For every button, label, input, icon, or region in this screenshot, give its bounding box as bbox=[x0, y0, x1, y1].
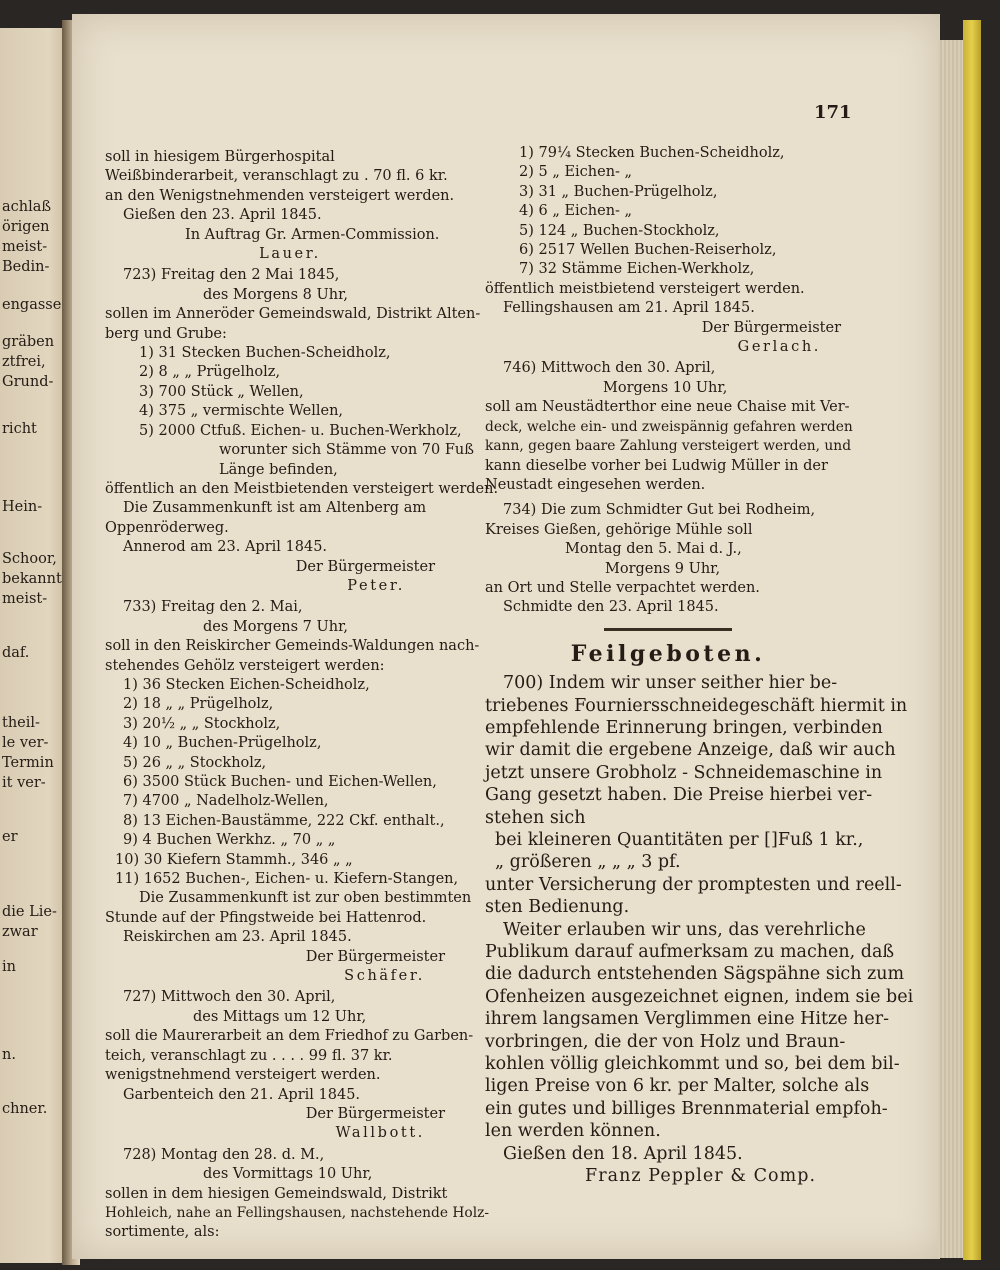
list-item: 5) 26 „ „ Stockholz, bbox=[123, 754, 267, 771]
text-line: Reiskirchen am 23. April 1845. bbox=[123, 929, 352, 946]
text-line: öffentlich an den Meistbietenden versteigert werden. bbox=[105, 480, 499, 497]
list-item: 10) 30 Kiefern Stammh., 346 „ „ bbox=[115, 851, 353, 868]
text-line: len werden können. bbox=[485, 1121, 661, 1142]
text-line: unter Versicherung der promptesten und reell- bbox=[485, 874, 902, 895]
left-fragment: Bedin- bbox=[2, 259, 50, 275]
text-line: ihrem langsamen Verglimmen eine Hitze her- bbox=[485, 1009, 890, 1030]
text-line: Publikum darauf aufmerksam zu machen, daß bbox=[485, 942, 895, 963]
list-item: 3) 700 Stück „ Wellen, bbox=[139, 383, 304, 400]
left-fragment: die Lie- bbox=[2, 904, 57, 920]
text-line: jetzt unsere Grobholz - Schneidemaschine in bbox=[485, 762, 883, 783]
price-line: „ größeren „ „ „ 3 pf. bbox=[495, 852, 681, 873]
notice-heading: 733) Freitag den 2. Mai, bbox=[123, 599, 303, 616]
text-line: Der Bürgermeister bbox=[295, 558, 435, 575]
text-line: Der Bürgermeister bbox=[701, 319, 841, 336]
text-line: des Mittags um 12 Uhr, bbox=[193, 1008, 367, 1025]
yellow-paper-edge bbox=[963, 20, 981, 1260]
left-fragment: meist- bbox=[2, 239, 48, 255]
section-heading: Feilgeboten. bbox=[570, 640, 766, 667]
text-line: Morgens 9 Uhr, bbox=[605, 560, 721, 577]
text-line: triebenes Fourniersschneidegeschäft hiermit in bbox=[485, 695, 908, 716]
left-fragment: chner. bbox=[2, 1101, 48, 1117]
text-line: Länge befinden, bbox=[219, 461, 338, 478]
text-line: Weißbinderarbeit, veranschlagt zu . 70 fl. 6 kr. bbox=[105, 168, 448, 185]
text-line: sortimente, als: bbox=[105, 1224, 220, 1241]
list-item: 4) 6 „ Eichen- „ bbox=[519, 203, 633, 220]
advertisement bbox=[485, 672, 914, 1187]
left-fragment: in bbox=[2, 959, 16, 975]
left-fragment: Termin bbox=[2, 755, 54, 771]
left-fragment: zwar bbox=[2, 924, 38, 940]
left-fragment: bekannt bbox=[2, 571, 62, 587]
text-line: Oppenröderweg. bbox=[105, 519, 229, 536]
company-signature: Franz Peppler & Comp. bbox=[585, 1166, 817, 1187]
left-fragment: Grund- bbox=[2, 374, 54, 390]
text-line: die dadurch entstehenden Sägspähne sich zum bbox=[485, 964, 905, 985]
text-line: wir damit die ergebene Anzeige, daß wir auch bbox=[485, 740, 896, 761]
text-line: ein gutes und billiges Brennmaterial empfoh- bbox=[485, 1098, 888, 1119]
text-line: berg und Grube: bbox=[105, 325, 227, 342]
text-line: kann dieselbe vorher bei Ludwig Müller in der bbox=[485, 457, 828, 474]
text-line: Stunde auf der Pfingstweide bei Hattenrod. bbox=[105, 909, 427, 926]
text-line: des Vormittags 10 Uhr, bbox=[203, 1166, 373, 1183]
list-item: 2) 5 „ Eichen- „ bbox=[519, 164, 633, 181]
list-item: 5) 2000 Ctfuß. Eichen- u. Buchen-Werkholz, bbox=[139, 422, 462, 439]
left-fragment: meist- bbox=[2, 591, 48, 607]
text-line: ligen Preise von 6 kr. per Malter, solche als bbox=[485, 1076, 870, 1097]
left-fragment: örigen bbox=[2, 219, 50, 235]
text-line: kann, gegen baare Zahlung versteigert werden, und bbox=[485, 438, 852, 455]
text-line: Die Zusammenkunft ist zur oben bestimmten bbox=[139, 890, 472, 907]
left-fragment: theil- bbox=[2, 715, 40, 731]
notice-heading: 723) Freitag den 2 Mai 1845, bbox=[123, 267, 340, 284]
left-fragment: richt bbox=[2, 421, 37, 437]
section-divider bbox=[604, 628, 732, 631]
text-line: Kreises Gießen, gehörige Mühle soll bbox=[485, 521, 753, 538]
text-line: an den Wenigstnehmenden versteigert werden. bbox=[105, 187, 455, 204]
text-line: Morgens 10 Uhr, bbox=[603, 379, 728, 396]
signature: Peter. bbox=[347, 577, 405, 594]
list-item: 7) 32 Stämme Eichen-Werkholz, bbox=[519, 261, 755, 278]
list-item: 4) 375 „ vermischte Wellen, bbox=[139, 403, 344, 420]
text-line: sollen in dem hiesigen Gemeindswald, Distrikt bbox=[105, 1185, 448, 1202]
left-fragment: er bbox=[2, 829, 18, 845]
list-item: 4) 10 „ Buchen-Prügelholz, bbox=[123, 735, 322, 752]
text-line: Schmidte den 23. April 1845. bbox=[503, 599, 719, 616]
left-fragment: daf. bbox=[2, 645, 30, 661]
signature: Schäfer. bbox=[344, 968, 425, 985]
text-line: des Morgens 8 Uhr, bbox=[203, 286, 349, 303]
signature: Gerlach. bbox=[737, 339, 821, 356]
text-line: Die Zusammenkunft ist am Altenberg am bbox=[123, 500, 427, 517]
text-line: stehen sich bbox=[485, 807, 586, 828]
list-item: 3) 20½ „ „ Stockholz, bbox=[123, 715, 281, 732]
text-line: deck, welche ein- und zweispännig gefahren werden bbox=[485, 418, 853, 435]
text-line: Montag den 5. Mai d. J., bbox=[565, 541, 742, 558]
text-line: sollen im Anneröder Gemeindswald, Distrikt Alten- bbox=[105, 306, 481, 323]
text-line: Der Bürgermeister bbox=[305, 1105, 445, 1122]
signature: Lauer. bbox=[259, 246, 321, 263]
text-line: In Auftrag Gr. Armen-Commission. bbox=[185, 226, 440, 243]
left-page-edge bbox=[0, 28, 70, 1263]
text-line: vorbringen, die der von Holz und Braun- bbox=[485, 1031, 846, 1052]
text-line: öffentlich meistbietend versteigert werden. bbox=[485, 280, 805, 297]
text-line: Fellingshausen am 21. April 1845. bbox=[503, 300, 755, 317]
list-item: 11) 1652 Buchen-, Eichen- u. Kiefern-Stangen, bbox=[115, 871, 459, 888]
list-item: 6) 3500 Stück Buchen- und Eichen-Wellen, bbox=[123, 774, 437, 790]
left-fragment: achlaß bbox=[2, 199, 52, 215]
text-line: Der Bürgermeister bbox=[305, 948, 445, 965]
list-item: 2) 18 „ „ Prügelholz, bbox=[123, 696, 274, 713]
text-line: Hohleich, nahe an Fellingshausen, nachstehende Holz- bbox=[105, 1204, 490, 1221]
list-item: 7) 4700 „ Nadelholz-Wellen, bbox=[123, 793, 329, 810]
list-item: 6) 2517 Wellen Buchen-Reiserholz, bbox=[519, 242, 777, 259]
text-line: kohlen völlig gleichkommt und so, bei dem bil- bbox=[485, 1054, 900, 1075]
left-fragment: ztfrei, bbox=[2, 354, 46, 370]
text-line: wenigstnehmend versteigert werden. bbox=[105, 1067, 381, 1084]
page-stack-edge bbox=[938, 40, 966, 1258]
left-fragment: gräben bbox=[2, 334, 55, 350]
text-line: Weiter erlauben wir uns, das verehrliche bbox=[503, 919, 866, 940]
list-item: 2) 8 „ „ Prügelholz, bbox=[139, 364, 281, 381]
text-line: soll am Neustädterthor eine neue Chaise mit Ver- bbox=[485, 399, 850, 416]
list-item: 8) 13 Eichen-Baustämme, 222 Ckf. enthalt., bbox=[123, 812, 445, 829]
notice-heading: 746) Mittwoch den 30. April, bbox=[503, 360, 716, 377]
notice-heading: 728) Montag den 28. d. M., bbox=[123, 1146, 325, 1163]
text-line: worunter sich Stämme von 70 Fuß bbox=[219, 442, 474, 459]
text-line: empfehlende Erinnerung bringen, verbinden bbox=[485, 717, 883, 738]
list-item: 5) 124 „ Buchen-Stockholz, bbox=[519, 222, 720, 239]
list-item: 1) 36 Stecken Eichen-Scheidholz, bbox=[123, 676, 370, 693]
text-line: Gang gesetzt haben. Die Preise hierbei ver- bbox=[485, 785, 873, 806]
text-line: Ofenheizen ausgezeichnet eignen, indem sie bei bbox=[485, 986, 914, 1007]
left-fragment: it ver- bbox=[2, 775, 46, 791]
text-line: soll in den Reiskircher Gemeinds-Waldungen nach- bbox=[105, 638, 480, 655]
left-fragment: engasse bbox=[2, 297, 62, 313]
left-fragment: Hein- bbox=[2, 499, 43, 515]
text-line: soll in hiesigem Bürgerhospital bbox=[105, 149, 335, 165]
text-line: soll die Maurerarbeit an dem Friedhof zu Garben- bbox=[105, 1028, 474, 1045]
text-line: des Morgens 7 Uhr, bbox=[203, 618, 349, 635]
list-item: 3) 31 „ Buchen-Prügelholz, bbox=[519, 183, 718, 200]
left-fragment: n. bbox=[2, 1047, 16, 1063]
text-line: 700) Indem wir unser seither hier be- bbox=[503, 673, 838, 694]
text-line: Neustadt eingesehen werden. bbox=[485, 476, 706, 493]
right-column bbox=[485, 144, 914, 1188]
text-line: Annerod am 23. April 1845. bbox=[123, 539, 328, 556]
list-item: 9) 4 Buchen Werkhz. „ 70 „ „ bbox=[123, 832, 336, 849]
text-line: Gießen den 23. April 1845. bbox=[123, 207, 322, 224]
text-line: sten Bedienung. bbox=[485, 897, 630, 918]
text-line: an Ort und Stelle verpachtet werden. bbox=[485, 579, 760, 596]
list-item: 1) 31 Stecken Buchen-Scheidholz, bbox=[139, 345, 391, 362]
page-number: 171 bbox=[814, 102, 852, 123]
left-column bbox=[105, 148, 499, 1243]
left-fragment: Schoor, bbox=[2, 551, 57, 567]
text-line: stehendes Gehölz versteigert werden: bbox=[105, 657, 385, 674]
left-fragment: le ver- bbox=[2, 735, 49, 751]
text-line: Garbenteich den 21. April 1845. bbox=[123, 1086, 361, 1103]
text-line: Gießen den 18. April 1845. bbox=[503, 1143, 743, 1164]
price-line: bei kleineren Quantitäten per []Fuß 1 kr., bbox=[495, 830, 864, 850]
notice-heading: 734) Die zum Schmidter Gut bei Rodheim, bbox=[503, 502, 816, 519]
notice-heading: 727) Mittwoch den 30. April, bbox=[123, 989, 336, 1006]
text-line: teich, veranschlagt zu . . . . 99 fl. 37 kr. bbox=[105, 1047, 393, 1064]
signature: Wallbott. bbox=[335, 1125, 425, 1142]
list-item: 1) 79¼ Stecken Buchen-Scheidholz, bbox=[519, 145, 785, 161]
